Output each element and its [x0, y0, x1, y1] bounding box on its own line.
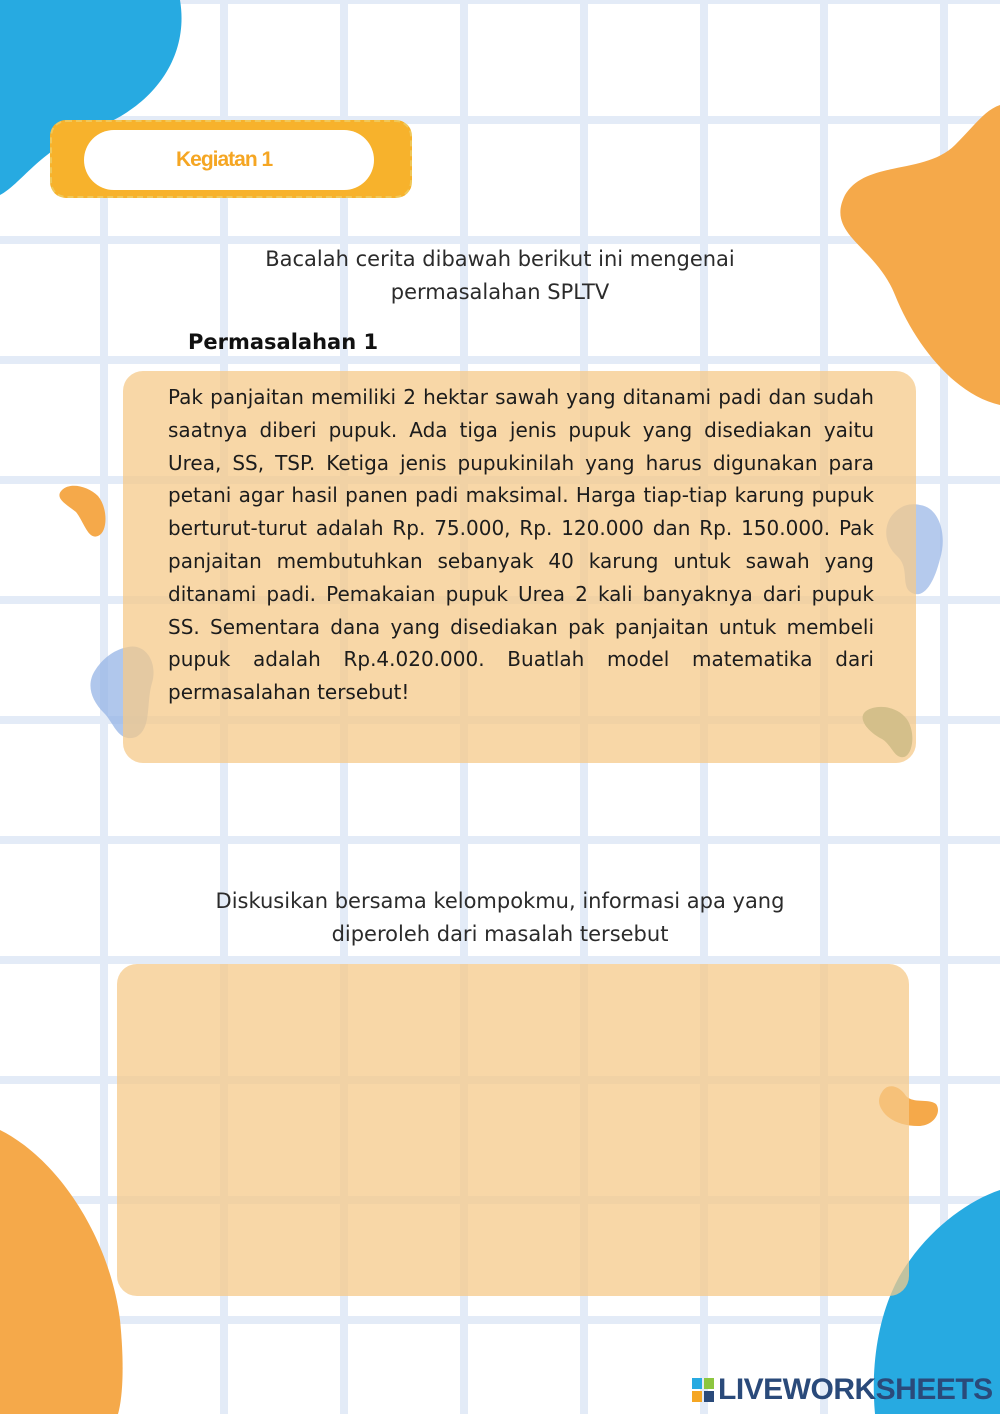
liveworksheets-logo-icon — [692, 1378, 714, 1402]
problem-title: Permasalahan 1 — [188, 330, 379, 354]
activity-badge — [50, 120, 412, 198]
discussion-line-2: diperoleh dari masalah tersebut — [331, 922, 669, 946]
intro-line-2: permasalahan SPLTV — [390, 280, 610, 304]
orange-blob-bottom-left — [0, 1130, 130, 1414]
problem-text: Pak panjaitan memiliki 2 hektar sawah yang ditanami padi dan sudah saatnya diberi pupuk. Ada tiga jenis pupuk yang disediakan yaitu Urea, SS, TSP. Ketiga jenis pupukinilah yang harus digunakan para petani agar hasil panen padi maksimal. Harga tiap-tiap karung pupuk berturut-turut adalah Rp. 75.000, Rp. 120.000 dan Rp. 150.000. Pak panjaitan membutuhkan sebanyak 40 karung untuk sawah yang ditanami padi. Pemakaian pupuk Urea 2 kali banyaknya dari pupuk SS. Sementara dana yang disediakan pak panjaitan untuk membeli pupuk adalah Rp.4.020.000. Buatlah model matematika dari permasalahan tersebut! — [168, 385, 874, 705]
liveworksheets-logo — [692, 1372, 993, 1408]
intro-instruction — [0, 243, 1000, 309]
brand-name: LIVEWORKSHEETS — [718, 1373, 993, 1406]
activity-label: Kegiatan 1 — [176, 148, 273, 171]
orange-splash-left — [58, 482, 108, 538]
discussion-instruction — [0, 885, 1000, 951]
intro-line-1: Bacalah cerita dibawah berikut ini mengenai — [265, 247, 735, 271]
discussion-line-1: Diskusikan bersama kelompokmu, informasi apa yang — [215, 889, 785, 913]
activity-pill — [84, 130, 374, 190]
answer-box[interactable] — [117, 964, 909, 1296]
